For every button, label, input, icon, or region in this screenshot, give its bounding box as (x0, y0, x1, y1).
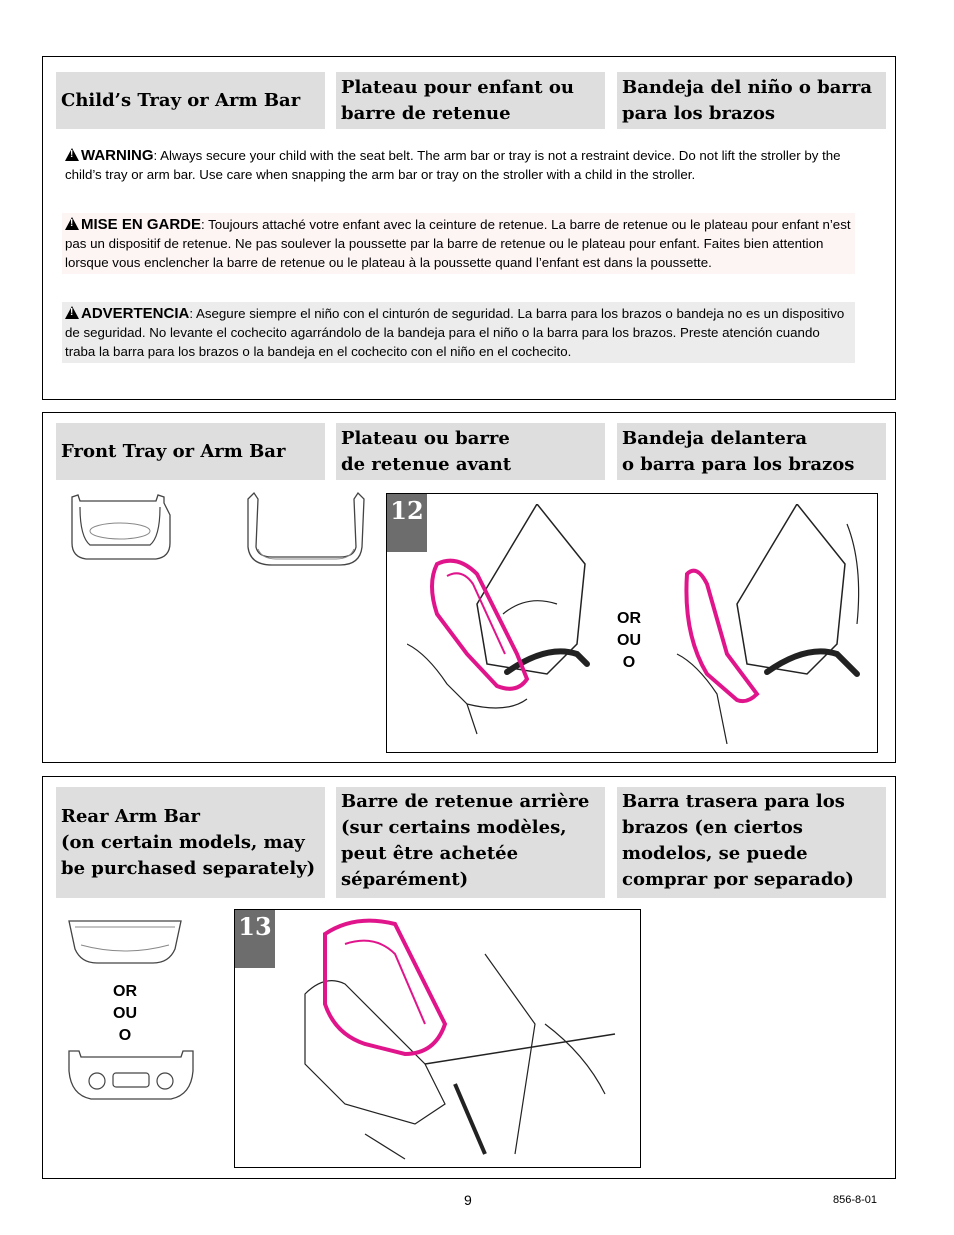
rear-arm-bar-section (42, 776, 896, 1179)
header-english: Child’s Tray or Arm Bar (56, 72, 325, 129)
page-number: 9 (464, 1192, 472, 1208)
rear-tray-illustration (65, 915, 185, 975)
stroller-arm-bar-illustration (667, 504, 867, 744)
header-spanish: Barra trasera para los brazos (en ciertos modelos, se puede comprar por separado) (617, 787, 886, 898)
warning-french (62, 213, 855, 274)
warning-triangle-icon (65, 306, 79, 319)
header-french: Plateau ou barre de retenue avant (336, 423, 605, 480)
warning-text: : Always secure your child with the seat belt. The arm bar or tray is not a restraint device. Do not lift the stroller by the child’s tray or arm bar. Use care when snapping the arm bar or tray on the stroller with a child in the stroller. (65, 148, 841, 182)
warning-triangle-icon (65, 217, 79, 230)
front-arm-bar-illustration (236, 489, 376, 569)
header-english: Rear Arm Bar (on certain models, may be purchased separately) (56, 787, 325, 898)
warning-text: : Asegure siempre el niño con el cinturón de seguridad. La barra para los brazos o bandeja no es un dispositivo de seguridad. No levante el cochecito agarrándolo de la bandeja para el niño o la barra para los brazos. Preste atención cuando traba la barra para los brazos o la bandeja en el cochecito con el niño en el cochecito. (65, 306, 845, 359)
front-tray-section (42, 412, 896, 763)
header-spanish: Bandeja del niño o barra para los brazos (617, 72, 886, 129)
step-12-figure (386, 493, 878, 753)
step-13-figure (234, 909, 641, 1168)
header-french: Plateau pour enfant ou barre de retenue (336, 72, 605, 129)
warning-triangle-icon (65, 148, 79, 161)
document-code: 856-8-01 (833, 1194, 878, 1206)
or-label: OR OU O (113, 983, 137, 1044)
header-spanish: Bandeja delantera o barra para los brazos (617, 423, 886, 480)
header-french: Barre de retenue arrière (sur certains modèles, peut être achetée séparément) (336, 787, 605, 898)
warning-english (62, 144, 855, 186)
warning-keyword: WARNING (81, 147, 154, 164)
step-number: 12 (387, 494, 427, 552)
warning-text: : Toujours attaché votre enfant avec la ceinture de retenue. La barre de retenue ou le plateau pour enfant n’est pas un dispositif de retenue. Ne pas soulever la poussette par la barre de retenue ou le plateau pour enfant. Faites bien attention lorsque vous enclencher la barre de retenue ou le plateau à la poussette quand l’enfant est dans la poussette. (65, 217, 851, 270)
warning-keyword: ADVERTENCIA (81, 305, 190, 322)
warning-spanish (62, 302, 855, 363)
rear-arm-bar-illustration (63, 1047, 199, 1107)
stroller-rear-bar-illustration (285, 914, 635, 1164)
tray-warning-section (42, 56, 896, 400)
warning-keyword: MISE EN GARDE (81, 216, 202, 233)
step-number: 13 (235, 910, 275, 968)
header-english: Front Tray or Arm Bar (56, 423, 325, 480)
front-tray-illustration (66, 489, 176, 569)
or-label: OR OU O (617, 610, 641, 671)
stroller-tray-illustration (407, 504, 597, 744)
